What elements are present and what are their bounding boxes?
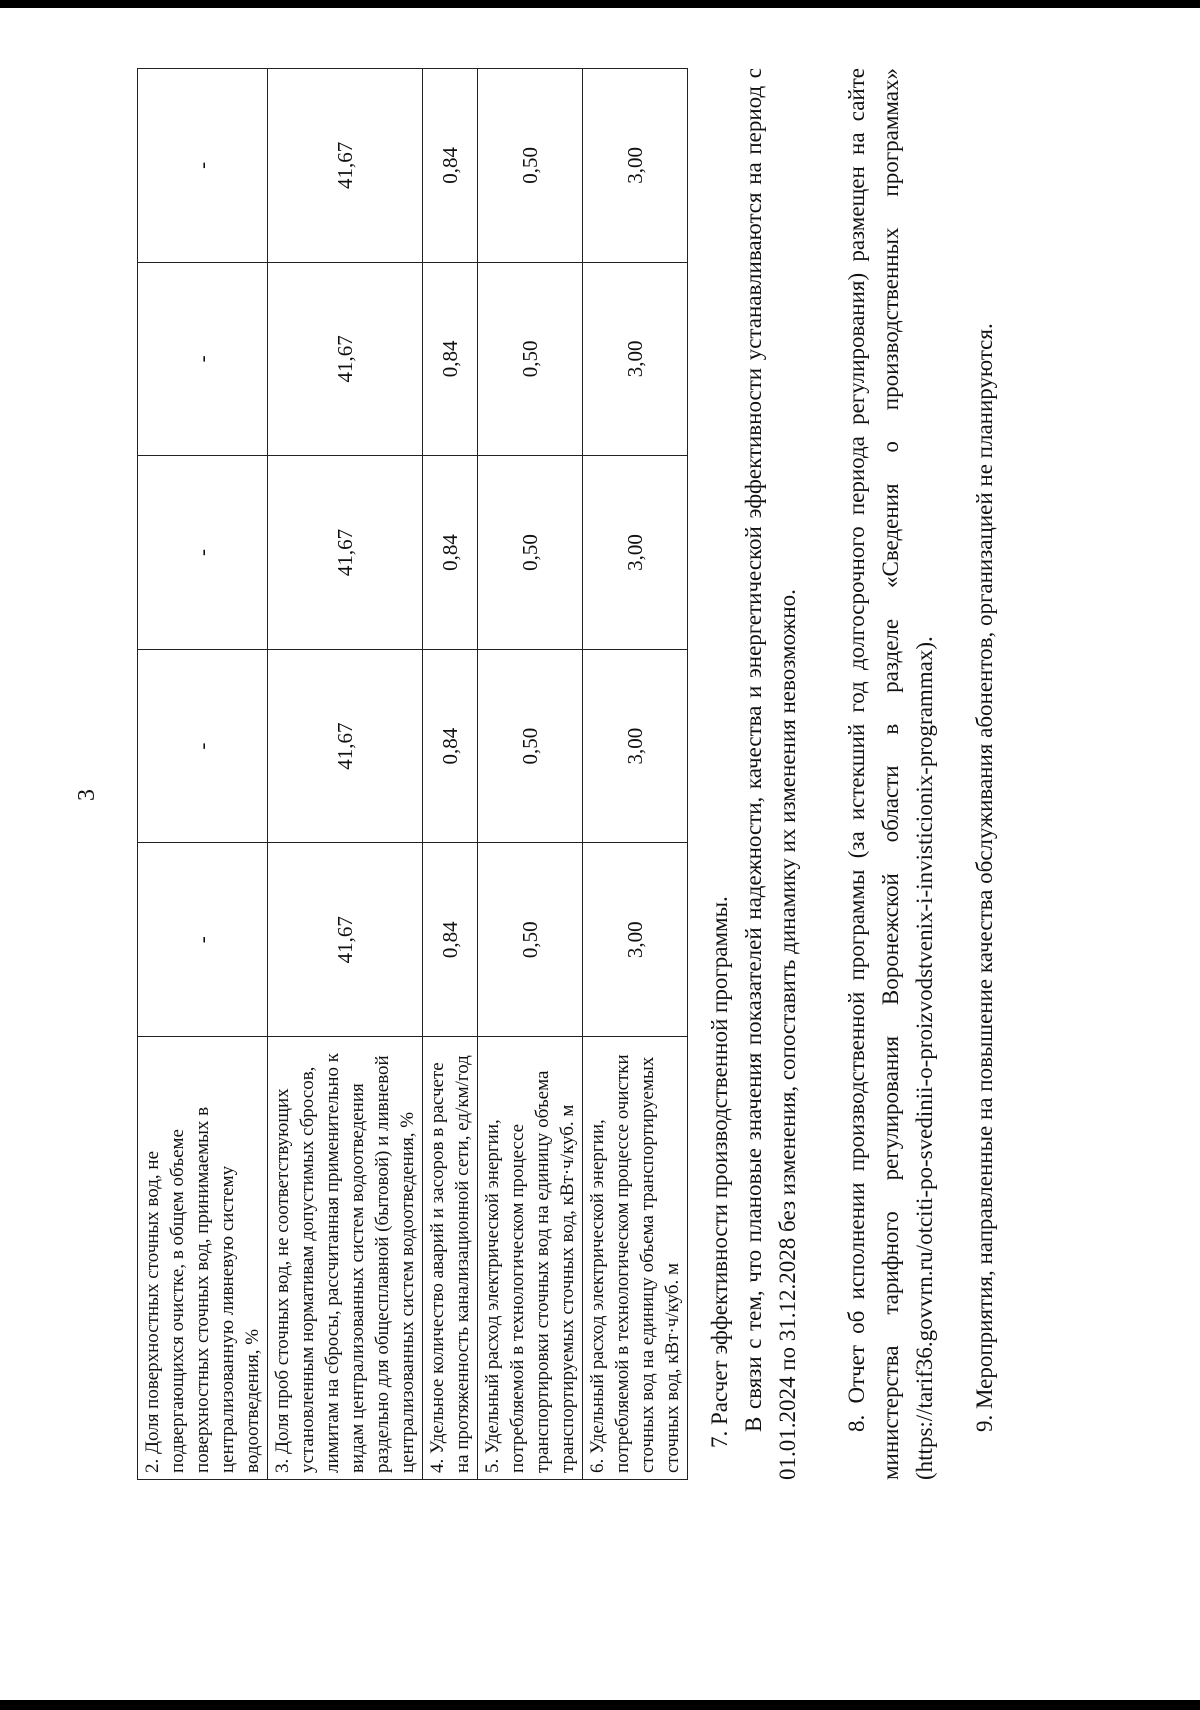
indicator-value: 0,84 [423,456,478,650]
indicator-value: - [138,69,268,263]
section-7-body: В связи с тем, что плановые значения показателей надежности, качества и энергетической эффективности устанавливаются на период с 01.01.2024 по 31.12.2028 без изменения, сопоставить динамику их изменения невозможно. [741,68,800,1480]
table-row [478,69,583,1480]
indicator-name: 4. Удельное количество аварий и засоров в расчете на протяженность канализационной сети, ед/км/год [423,1037,478,1480]
indicator-value: 0,84 [423,262,478,456]
section-9-body: 9. Мероприятия, направленные на повышение качества обслуживания абонентов, организацией не планируются. [972,323,997,1432]
indicator-value: 41,67 [268,262,423,456]
section-7 [703,68,805,1480]
indicator-value: 0,84 [423,649,478,843]
indicator-value: - [138,649,268,843]
indicator-value: - [138,456,268,650]
indicator-name: 2. Доля поверхностных сточных вод, не подвергающихся очистке, в общем объеме поверхностных сточных вод, принимаемых в централизованную ливневую систему водоотведения, % [138,1037,268,1480]
scan-border-bottom [0,1700,1200,1710]
indicator-value: 0,50 [478,262,583,456]
indicator-value: 3,00 [583,649,688,843]
indicator-value: 3,00 [583,262,688,456]
table-row [138,69,268,1480]
table-row [583,69,688,1480]
table-row [268,69,423,1480]
section-9 [968,68,1002,1480]
indicator-name: 3. Доля проб сточных вод, не соответствующих установленным нормативам допустимых сбросов, лимитам на сбросы, рассчитанная применительно к видам централизованных систем водоотведения раздельно для общесплавной (бытовой) и ливневой централизованных систем водоотведения, % [268,1037,423,1480]
indicator-value: 3,00 [583,69,688,263]
indicator-value: - [138,843,268,1037]
indicator-value: 41,67 [268,843,423,1037]
indicator-value: 3,00 [583,843,688,1037]
indicator-name: 6. Удельный расход электрической энергии, потребляемой в технологическом процессе очистки сточных вод на единицу объема транспортируемых сточных вод, кВт·ч/куб. м [583,1037,688,1480]
section-7-heading: 7. Расчет эффективности производственной программы. [707,896,732,1448]
indicator-value: 41,67 [268,69,423,263]
indicator-value: 0,84 [423,843,478,1037]
indicator-name: 5. Удельный расход электрической энергии, потребляемой в технологическом процессе транспортировки сточных вод на единицу объема транспортируемых сточных вод, кВт·ч/куб. м [478,1037,583,1480]
indicator-value: 41,67 [268,456,423,650]
table-row [423,69,478,1480]
indicator-value: 41,67 [268,649,423,843]
section-8-body: 8. Отчет об исполнении производственной программы (за истекший год долгосрочного периода регулирования) размещен на сайте министерства тарифного регулирования Воронежской области в разделе «Сведения о производственных программах» (https://tarif36.govvrn.ru/otciti-po-svedinii-o-proizvodstvenix-i-invisticionix-programmax). [844,68,937,1480]
indicator-value: 0,50 [478,843,583,1037]
indicator-value: 0,50 [478,69,583,263]
indicator-value: 3,00 [583,456,688,650]
indicator-value: 0,50 [478,649,583,843]
indicator-value: 0,50 [478,456,583,650]
section-8 [840,68,942,1480]
indicators-table [137,68,688,1480]
page-number: 3 [74,789,100,801]
indicator-value: 0,84 [423,69,478,263]
indicator-value: - [138,262,268,456]
